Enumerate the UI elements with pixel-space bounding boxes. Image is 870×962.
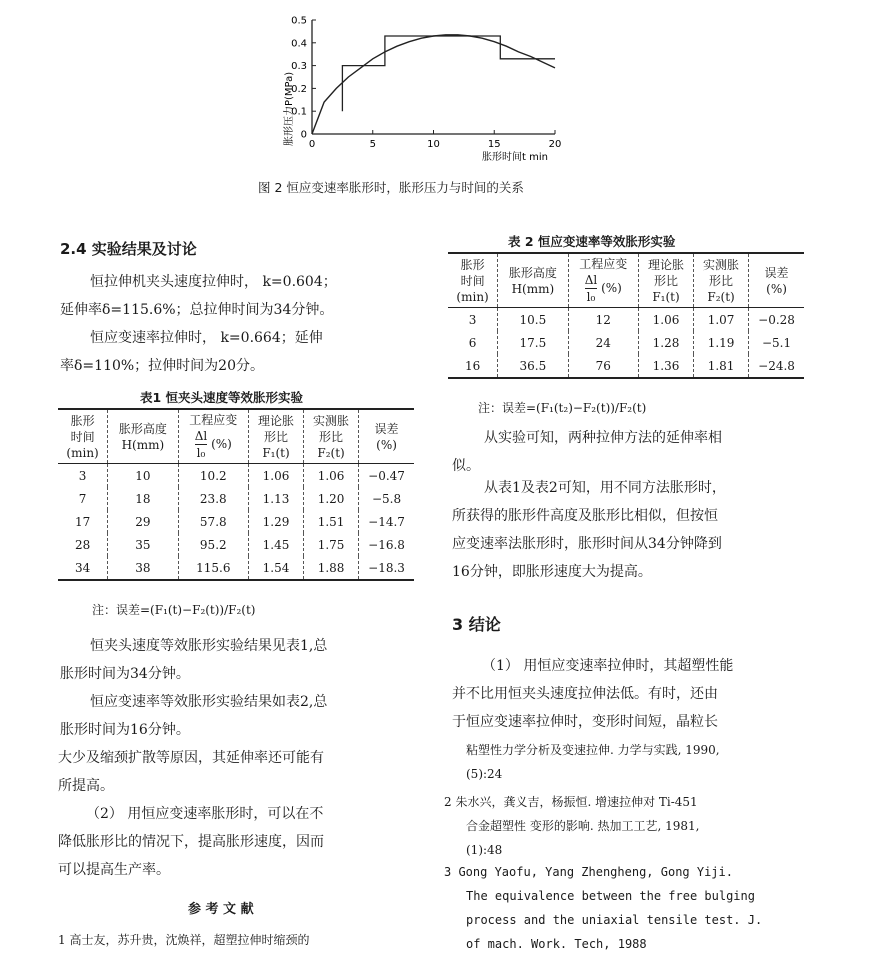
paragraph-line: 恒拉伸机夹头速度拉伸时， k=0.604； bbox=[90, 274, 337, 290]
figure-caption: 图 2 恒应变速率胀形时，胀形压力与时间的关系 bbox=[258, 180, 524, 195]
paragraph-line: 恒应变速率等效胀形实验结果如表2,总 bbox=[90, 694, 328, 710]
paragraph-line: 似。 bbox=[452, 458, 480, 474]
paragraph-line: 所获得的胀形件高度及胀形比相似，但按恒 bbox=[452, 508, 718, 524]
paragraph-line: （2） 用恒应变速率胀形时，可以在不 bbox=[86, 806, 324, 822]
table1-note: 注：误差=(F₁(t)−F₂(t))/F₂(t) bbox=[92, 603, 256, 617]
table2-note: 注：误差=(F₁(t₂)−F₂(t))/F₂(t) bbox=[478, 401, 647, 415]
table-row: 16 36.5 76 1.36 1.81 −24.8 bbox=[448, 354, 804, 378]
paragraph-line: 所提高。 bbox=[58, 778, 114, 794]
pressure-time-chart bbox=[270, 8, 580, 168]
table1-title: 表1 恒夹头速度等效胀形实验 bbox=[140, 390, 304, 405]
references-heading: 参 考 文 献 bbox=[188, 902, 254, 917]
table2-header-time: 胀形 时间 (min) bbox=[456, 257, 489, 304]
table-row: 28 35 95.2 1.45 1.75 −16.8 bbox=[58, 533, 414, 556]
paragraph-line: 从实验可知，两种拉伸方法的延伸率相 bbox=[484, 430, 722, 446]
paragraph-line: 并不比用恒夹头速度拉伸法低。有时，还由 bbox=[452, 686, 718, 702]
paragraph-line: 降低胀形比的情况下，提高胀形速度，因而 bbox=[58, 834, 324, 850]
reference-2-cont: 合金超塑性 变形的影响. 热加工工艺, 1981, bbox=[466, 819, 700, 833]
paragraph-line: 16分钟，即胀形速度大为提高。 bbox=[452, 564, 652, 580]
table1-header-theory-ratio: 理论胀 形比 F₁(t) bbox=[248, 409, 303, 464]
paragraph-line: 从表1及表2可知，用不同方法胀形时， bbox=[484, 480, 726, 496]
reference-3: 3 Gong Yaofu, Yang Zhengheng, Gong Yiji. bbox=[444, 865, 733, 879]
table1-header-time: 胀形 时间 (min) bbox=[66, 413, 99, 460]
paragraph-line: 可以提高生产率。 bbox=[58, 862, 170, 878]
table-row: 34 38 115.6 1.54 1.88 −18.3 bbox=[58, 556, 414, 580]
paragraph-line: 胀形时间为16分钟。 bbox=[60, 722, 190, 738]
table-row: 17 29 57.8 1.29 1.51 −14.7 bbox=[58, 510, 414, 533]
pressure-curve-line bbox=[312, 35, 555, 134]
table2-header-theory-ratio: 理论胀 形比 F₁(t) bbox=[638, 253, 693, 308]
y-tick-label: 0 bbox=[300, 129, 307, 141]
table1-header-strain: 工程应变 $\frac{\Delta l}{\text{l₀}}$ (%) bbox=[178, 409, 248, 464]
y-tick-label: 0.5 bbox=[291, 15, 307, 27]
table1 bbox=[58, 408, 414, 581]
reference-1-cont: (5):24 bbox=[466, 767, 503, 781]
reference-1: 1 高士友，苏升贵，沈焕祥，超塑拉伸时缩颈的 bbox=[58, 933, 310, 947]
table2-header-height: 胀形高度 H(mm) bbox=[498, 253, 568, 308]
paragraph-line: 应变速率法胀形时，胀形时间从34分钟降到 bbox=[452, 536, 722, 552]
table-row: 7 18 23.8 1.13 1.20 −5.8 bbox=[58, 487, 414, 510]
reference-2-cont: (1):48 bbox=[466, 843, 503, 857]
reference-2: 2 朱水兴，龚义吉，杨振恒. 增速拉伸对 Ti-451 bbox=[444, 795, 698, 809]
y-tick-label: 0.3 bbox=[291, 61, 307, 73]
paragraph-line: 于恒应变速率拉伸时，变形时间短，晶粒长 bbox=[452, 714, 718, 730]
x-tick-label: 20 bbox=[548, 139, 562, 150]
section-heading-3: 3 结论 bbox=[452, 615, 501, 634]
table-row: 3 10.5 12 1.06 1.07 −0.28 bbox=[448, 308, 804, 332]
paragraph-line: 大少及缩颈扩散等原因，其延伸率还可能有 bbox=[58, 750, 324, 766]
pressure-step-line bbox=[342, 36, 555, 111]
paragraph-line: 率δ=110%；拉伸时间为20分。 bbox=[60, 358, 264, 374]
table2-title: 表 2 恒应变速率等效胀形实验 bbox=[508, 234, 676, 249]
table2-header-measured-ratio: 实测胀 形比 F₂(t) bbox=[694, 253, 749, 308]
table-row: 3 10 10.2 1.06 1.06 −0.47 bbox=[58, 464, 414, 488]
reference-3-cont: The equivalence between the free bulging bbox=[466, 889, 755, 903]
table2 bbox=[448, 252, 804, 379]
section-heading-2-4: 2.4 实验结果及讨论 bbox=[60, 240, 197, 258]
table-row: 6 17.5 24 1.28 1.19 −5.1 bbox=[448, 331, 804, 354]
x-axis-label: 胀形时间t min bbox=[482, 152, 548, 163]
paragraph-line: 延伸率δ=115.6%；总拉伸时间为34分钟。 bbox=[60, 302, 334, 318]
table2-header-strain: 工程应变 $\frac{\Delta l}{\text{l₀}}$ (%) bbox=[568, 253, 638, 308]
x-tick-label: 0 bbox=[308, 139, 316, 150]
y-tick-label: 0.2 bbox=[291, 83, 307, 95]
reference-3-cont: of mach. Work. Tech, 1988 bbox=[466, 937, 647, 951]
x-tick-label: 5 bbox=[369, 139, 376, 150]
table2-header-error: 误差 (%) bbox=[749, 253, 804, 308]
reference-1-cont: 粘塑性力学分析及变速拉伸. 力学与实践, 1990, bbox=[466, 743, 720, 757]
x-tick-label: 10 bbox=[427, 139, 440, 150]
y-axis-label: 胀形压力P(MPa) bbox=[284, 71, 295, 146]
table1-header-measured-ratio: 实测胀 形比 F₂(t) bbox=[304, 409, 359, 464]
reference-3-cont: process and the uniaxial tensile test. J. bbox=[466, 913, 763, 927]
table1-header-error: 误差 (%) bbox=[359, 409, 414, 464]
paragraph-line: 恒应变速率拉伸时， k=0.664；延伸 bbox=[90, 330, 323, 346]
table1-header-height: 胀形高度 H(mm) bbox=[108, 409, 178, 464]
paragraph-line: 恒夹头速度等效胀形实验结果见表1,总 bbox=[90, 638, 328, 654]
paragraph-line: 胀形时间为34分钟。 bbox=[60, 666, 190, 682]
figure bbox=[270, 8, 580, 168]
y-tick-label: 0.1 bbox=[291, 106, 307, 118]
paragraph-line: （1） 用恒应变速率拉伸时，其超塑性能 bbox=[482, 658, 734, 674]
x-tick-label: 15 bbox=[487, 139, 501, 150]
y-tick-label: 0.4 bbox=[291, 38, 307, 50]
